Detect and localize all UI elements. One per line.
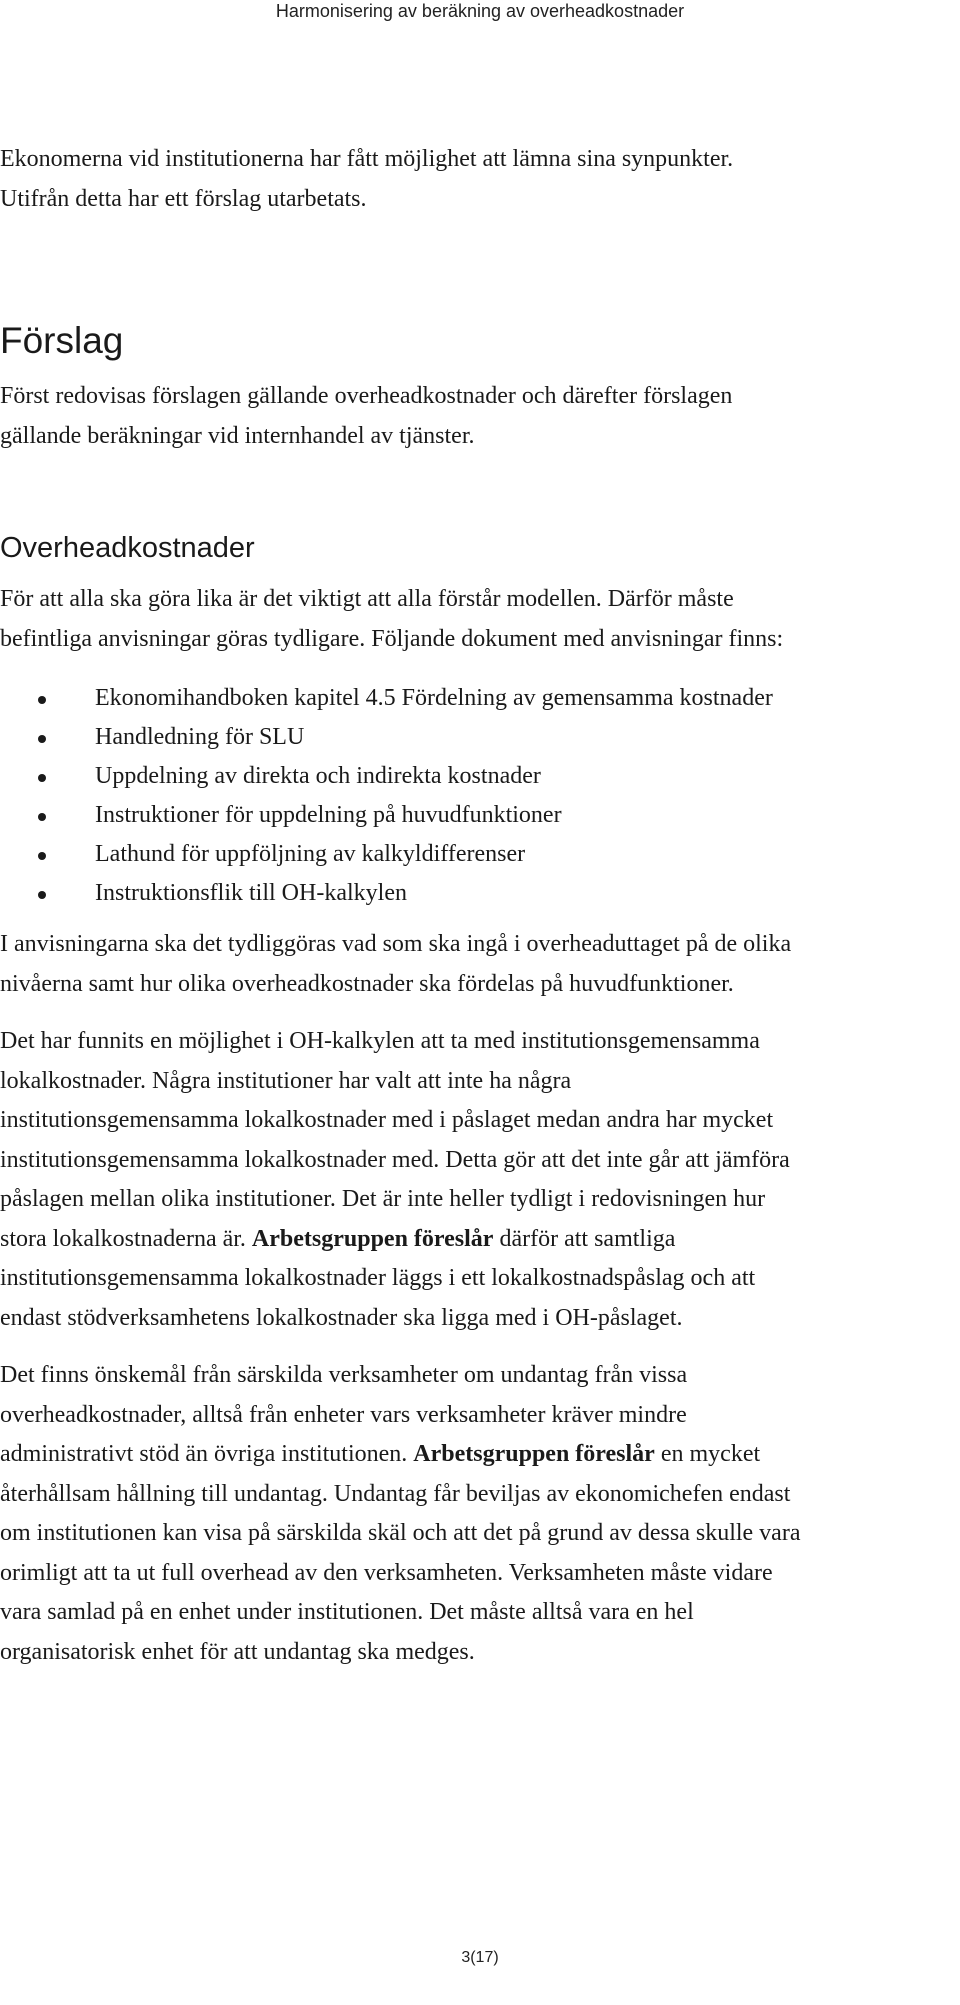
bullet-icon [38,891,46,899]
text-line: orimligt att ta ut full overhead av den verksamheten. Verksamheten måste vidare [0,1559,773,1586]
text-run: en mycket [654,1441,761,1467]
bullet-icon [38,852,46,860]
text-line: overheadkostnader, alltså från enheter vars verksamheter kräver mindre [0,1401,687,1428]
text-line: institutionsgemensamma lokalkostnader med i påslaget medan andra har mycket [0,1107,774,1133]
list-item [0,796,945,835]
section-heading-overheadkostnader: Overheadkostnader [0,532,255,564]
list-item-label: Handledning för SLU [95,724,305,750]
text-line [0,1435,945,1475]
bullet-icon [38,696,46,704]
text-line: organisatorisk enhet för att undantag ska medges. [0,1638,475,1665]
text-line: För att alla ska göra lika är det viktigt att alla förstår modellen. Därför måste [0,586,734,612]
bullet-icon [38,813,46,821]
list-item-label: Uppdelning av direkta och indirekta kostnader [95,763,541,789]
paragraph-anvisningar [0,925,945,1004]
bullet-icon [38,735,46,743]
intro-line: Ekonomerna vid institutionerna har fått möjlighet att lämna sina synpunkter. [0,146,734,172]
forslag-paragraph [0,377,945,456]
list-item-label: Instruktionsflik till OH-kalkylen [95,880,407,906]
emphasis-proposal: Arbetsgruppen föreslår [413,1441,655,1467]
section-heading-forslag: Förslag [0,320,124,361]
paragraph-lokalkostnader [0,1022,945,1338]
list-item-label: Instruktioner för uppdelning på huvudfunktioner [95,802,562,828]
text-line [0,1220,945,1260]
emphasis-proposal: Arbetsgruppen föreslår [251,1225,494,1252]
paragraph-undantag [0,1356,945,1672]
list-item [0,874,945,913]
text-run: stora lokalkostnaderna är. [0,1225,252,1252]
document-list [0,679,945,913]
text-line: vara samlad på en enhet under institutionen. Det måste alltså vara en hel [0,1599,694,1625]
page-number: 3(17) [461,1949,499,1966]
list-item [0,835,945,874]
intro-paragraph [0,140,945,219]
intro-line: Utifrån detta har ett förslag utarbetats. [0,185,367,212]
text-run: därför att samtliga [493,1225,676,1252]
text-line: Först redovisas förslagen gällande overheadkostnader och därefter förslagen [0,383,733,409]
list-item [0,718,945,757]
running-header: Harmonisering av beräkning av overheadkostnader [275,1,685,21]
bullet-icon [38,774,46,782]
list-item [0,757,945,796]
list-item-label: Lathund för uppföljning av kalkyldifferenser [95,841,526,867]
list-item-label: Ekonomihandboken kapitel 4.5 Fördelning av gemensamma kostnader [95,685,773,711]
text-line: återhållsam hållning till undantag. Undantag får beviljas av ekonomichefen endast [0,1480,791,1507]
text-line: institutionsgemensamma lokalkostnader med. Detta gör att det inte går att jämföra [0,1146,790,1173]
overhead-paragraph [0,580,945,659]
text-line: befintliga anvisningar göras tydligare. Följande dokument med anvisningar finns: [0,625,784,652]
text-line: Det finns önskemål från särskilda verksamheter om undantag från vissa [0,1362,688,1388]
list-item [0,679,945,718]
text-line: I anvisningarna ska det tydliggöras vad som ska ingå i overheaduttaget på de olika [0,931,792,957]
text-run: administrativt stöd än övriga institutionen. [0,1441,414,1467]
text-line: endast stödverksamhetens lokalkostnader ska ligga med i OH-påslaget. [0,1304,683,1331]
text-line: Det har funnits en möjlighet i OH-kalkylen att ta med institutionsgemensamma [0,1028,760,1054]
text-line: påslagen mellan olika institutioner. Det är inte heller tydligt i redovisningen hur [0,1186,766,1212]
text-line: institutionsgemensamma lokalkostnader läggs i ett lokalkostnadspåslag och att [0,1265,756,1291]
document-body [0,140,945,1672]
text-line: om institutionen kan visa på särskilda skäl och att det på grund av dessa skulle vara [0,1520,801,1546]
text-line: nivåerna samt hur olika overheadkostnader ska fördelas på huvudfunktioner. [0,970,734,997]
text-line: lokalkostnader. Några institutioner har valt att inte ha några [0,1067,572,1094]
text-line: gällande beräkningar vid internhandel av tjänster. [0,422,475,449]
